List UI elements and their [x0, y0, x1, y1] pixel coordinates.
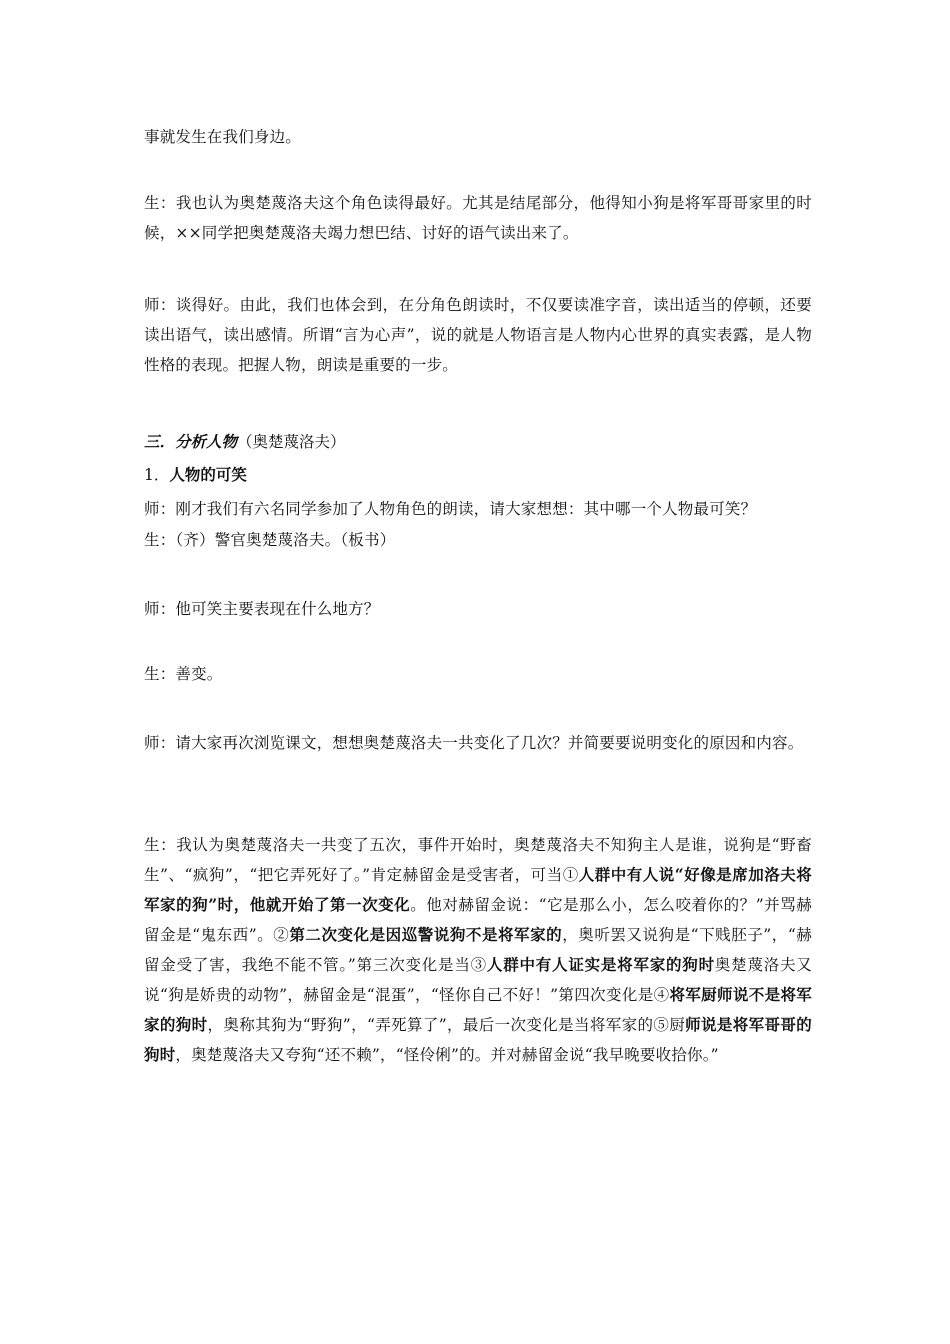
- analysis-text-1: 生：我认为奥楚蔑洛夫一共变了五次，事件开始时，奥楚蔑洛夫不知狗主人是谁，说狗是“野畜生”、“疯狗”，“把它弄死好了。”肯定赫留金是受害者，可当①: [144, 836, 812, 884]
- analysis-text-2: 。他对赫留金说：“它是那么小，怎么咬着你的？”并骂赫留金是“鬼东西”。②: [144, 896, 812, 944]
- analysis-text-6: ，奥楚蔑洛夫又夸狗“还不赖”，“怪伶俐”的。并对赫留金说“我早晚要收拾你。”: [175, 1046, 719, 1064]
- paragraph-continuation: 事就发生在我们身边。: [144, 128, 302, 146]
- paragraph-student-answer-1: 生：（齐）警官奥楚蔑洛夫。（板书）: [144, 531, 396, 549]
- analysis-bold-1: 人群中有人说“好像是席加洛夫将军家的狗”时，他就开始了第一次变化: [144, 865, 812, 914]
- paragraph-teacher-question-2: 师：他可笑主要表现在什么地方？: [144, 600, 380, 618]
- section-heading-3: [144, 430, 346, 454]
- analysis-bold-2: 第二次变化是因巡警说狗不是将军家的: [289, 925, 563, 944]
- section-heading-title: 三．分析人物: [144, 432, 238, 451]
- paragraph-student-analysis: [144, 830, 812, 1070]
- paragraph-student-answer-2: 生：善变。: [144, 665, 223, 683]
- paragraph-student-reply-1: 生：我也认为奥楚蔑洛夫这个角色读得最好。尤其是结尾部分，他得知小狗是将军哥哥家里的时候，××同学把奥楚蔑洛夫竭力想巴结、讨好的语气读出来了。: [144, 194, 812, 242]
- sub-heading-title: 人物的可笑: [169, 465, 247, 484]
- sub-heading-1: [144, 463, 247, 487]
- analysis-bold-5: 师说是将军哥哥的狗时: [144, 1015, 812, 1064]
- paragraph-teacher-question-3: 师：请大家再次浏览课文，想想奥楚蔑洛夫一共变化了几次？并简要要说明变化的原因和内容。: [144, 734, 804, 752]
- analysis-text-4: 奥楚蔑洛夫又说“狗是娇贵的动物”，赫留金是“混蛋”，“怪你自己不好！”第四次变化是④: [144, 956, 812, 1004]
- sub-heading-number: 1．: [144, 466, 170, 484]
- analysis-bold-4: 将军厨师说不是将军家的狗时: [144, 985, 812, 1034]
- analysis-bold-3: 人群中有人证实是将军家的狗时: [486, 955, 715, 974]
- analysis-text-5: ，奥称其狗为“野狗”，“弄死算了”，最后一次变化是当将军家的⑤厨: [207, 1016, 686, 1034]
- paragraph-teacher-comment-1: 师：谈得好。由此，我们也体会到，在分角色朗读时，不仅要读准字音，读出适当的停顿，还要读出语气，读出感情。所谓“言为心声”，说的就是人物语言是人物内心世界的真实表露，是人物性格的表现。把握人物，朗读是重要的一步。: [144, 296, 812, 374]
- section-heading-note: （奥楚蔑洛夫）: [237, 433, 346, 451]
- analysis-text-3: ，奥听罢又说狗是“下贱胚子”，“赫留金受了害，我绝不能不管。”第三次变化是当③: [144, 926, 812, 974]
- paragraph-teacher-question-1: 师：刚才我们有六名同学参加了人物角色的朗读，请大家想想：其中哪一个人物最可笑？: [144, 500, 757, 518]
